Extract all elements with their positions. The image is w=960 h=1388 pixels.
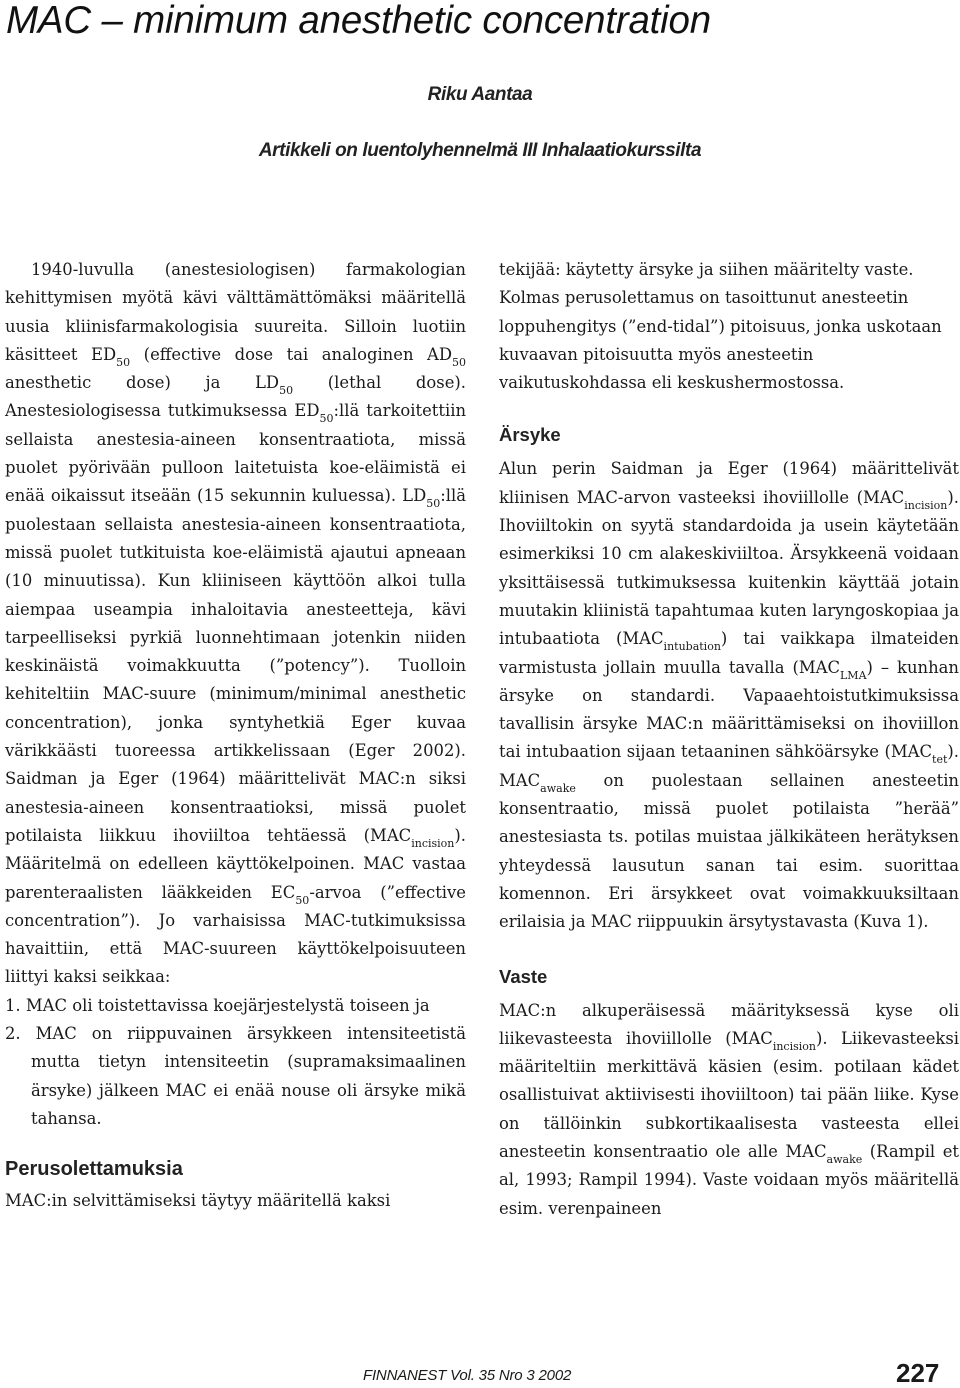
left-column xyxy=(5,256,466,1216)
subscript-text: 50 xyxy=(295,893,310,907)
subscript-text: 50 xyxy=(452,355,466,369)
arsyke-paragraph xyxy=(499,455,959,936)
body-text: ). Määritelmä on edelleen käyttökelpoinen. MAC vastaa parenteraalisten lääkkeiden EC xyxy=(5,825,466,902)
body-text: 1940-luvulla (anestesiologisen) farmakologian kehittymisen myötä kävi välttämättömäksi määritellä uusia kliinisfarmakologisia suureita. Silloin luotiin käsitteet ED xyxy=(5,260,466,364)
requirements-list xyxy=(5,992,466,1133)
subscript-text: awake xyxy=(540,781,576,795)
body-text: MAC:n alkuperäisessä määrityksessä kyse oli liikevasteesta ihoviillolle (MAC xyxy=(499,1000,959,1048)
intro-paragraph xyxy=(5,256,466,992)
body-text: ). MAC xyxy=(499,742,959,790)
body-text: Alun perin Saidman ja Eger (1964) määrittelivät kliinisen MAC-arvon vasteeksi ihoviillolle (MAC xyxy=(499,459,959,507)
body-text: -arvoa (”effective concentration”). Jo varhaisissa MAC-tutkimuksissa havaittiin, että MAC-suureen käyttökelpoisuuteen liittyi kaksi seikkaa: xyxy=(5,882,466,987)
body-text: ) – kunhan ärsyke on standardi. Vapaaehtoistutkimuksissa tavallisin ärsyke MAC:n määrittämiseksi on ihoviillon tai intubaation sijaan tetaaninen sähköärsyke (MAC xyxy=(499,657,959,762)
list-item: 2. MAC on riippuvainen ärsykkeen intensiteetistä mutta tietyn intensiteetin (supramaksimaalinen ärsyke) jälkeen MAC ei enää nouse oli ärsyke mikä tahansa. xyxy=(5,1024,466,1128)
body-text: :llä tarkoitettiin sellaista anestesia-aineen konsentraatiota, missä puolet pyörivään pulloon laitetuista koe-eläimistä ei enää oikaissut itseään (15 sekunnin kuluessa). LD xyxy=(5,401,467,506)
article-subtitle: Artikkeli on luentolyhennelmä III Inhalaatiokurssilta xyxy=(258,140,702,161)
vaste-paragraph xyxy=(499,997,959,1223)
section-heading-vaste: Vaste xyxy=(499,965,548,987)
body-text: :llä puolestaan sellaista anestesia-aineen konsentraatiota, missä puolet tutkituista koe-eläimistä ajautui apneaan (10 minuutissa). Kun kliiniseen käyttöön alkoi tulla aiempaa useampia inhaloitavia anesteetteja, kävi tarpeelliseksi pyrkiä luonnehtimaan jotenkin niiden keskinäistä voimakkuutta (”potency”). Tuolloin kehiteltiin MAC-suure (minimum/minimal anesthetic concentration), jonka syntyhetkiä Eger kuvaa värikkäästi tuoreessa artikkelissaan (Eger 2002). Saidman ja Eger (1964) määrittelivät MAC:n siksi anestesia-aineen konsentraatioksi, missä puolet potilaista liikkuu ihoviiltoa tehtäessä (MAC xyxy=(5,486,466,845)
body-text: (lethal dose). Anestesiologisessa tutkimuksessa ED xyxy=(5,373,466,421)
list-item: 1. MAC oli toistettavissa koejärjestelystä toiseen ja xyxy=(5,995,430,1015)
journal-footer: FINNANEST Vol. 35 Nro 3 2002 xyxy=(363,1367,572,1384)
body-text: anesthetic dose) ja LD xyxy=(5,373,280,393)
subscript-text: 50 xyxy=(279,384,294,398)
body-text: (Rampil et al, 1993; Rampil 1994). Vaste voidaan myös määritellä esim. verenpaineen xyxy=(499,1142,959,1218)
body-text: ). Ihoviiltokin on syytä standardoida ja usein käytetään esimerkiksi 10 cm alakeskiviiltoa. Ärsykkeenä voidaan yksittäisessä tutkimuksessa kuitenkin käyttää jotain muutakin kliinistä tapahtumaa kuten laryngoskopiaa ja intubaatiota (MAC xyxy=(499,487,959,649)
continuation-paragraph: tekijää: käytetty ärsyke ja siihen määritelty vaste. Kolmas perusolettamus on tasoittunut anesteetin loppuhengitys (”end-tidal”) pitoisuus, jonka uskotaan kuvaavan pitoisuutta myös anesteetin vaikutuskohdassa eli keskushermostossa. xyxy=(499,260,942,393)
subscript-text: awake xyxy=(826,1153,863,1167)
subscript-text: intubation xyxy=(663,640,721,654)
page-number: 227 xyxy=(896,1358,940,1388)
subscript-text: incision xyxy=(904,498,948,512)
subscript-text: incision xyxy=(772,1039,816,1053)
subscript-text: 50 xyxy=(116,355,131,369)
body-text: on puolestaan sellainen anesteetin konsentraatio, missä puolet potilaista ”herää” anestesiasta ts. potilas muistaa jälkikäteen herätyksen yhteydessä lausutun sanan tai esim. suorittaa komennon. Eri ärsykkeet ovat voimakkuuksiltaan erilaisia ja MAC riippuukin ärsytystavasta (Kuva 1). xyxy=(499,770,959,932)
body-text: (effective dose tai analoginen AD xyxy=(130,344,452,364)
section-heading-arsyke: Ärsyke xyxy=(499,424,561,446)
subscript-text: incision xyxy=(411,836,455,850)
author-name: Riku Aantaa xyxy=(427,84,533,105)
subscript-text: 50 xyxy=(319,412,334,426)
subscript-text: tet xyxy=(932,753,948,767)
section-paragraph: MAC:in selvittämiseksi täytyy määritellä kaksi xyxy=(5,1191,391,1211)
subscript-text: LMA xyxy=(840,668,867,682)
body-text: ). Liikevasteeksi määriteltiin merkittävä käsien (esim. potilaan kädet osallistuivat aktiivisesti ihoviiltoon) tai pään liike. Kyse on tällöinkin subkortikaalisesta vasteesta ellei anesteetin konsentraatio ole alle MAC xyxy=(499,1028,959,1162)
article-title: MAC – minimum anesthetic concentration xyxy=(6,0,711,42)
right-column xyxy=(499,256,959,1223)
subscript-text: 50 xyxy=(426,497,441,511)
section-heading-perusolettamuksia: Perusolettamuksia xyxy=(5,1158,183,1181)
body-text: ) tai vaikkapa ilmateiden varmistusta jollain muulla tavalla (MAC xyxy=(499,629,959,677)
